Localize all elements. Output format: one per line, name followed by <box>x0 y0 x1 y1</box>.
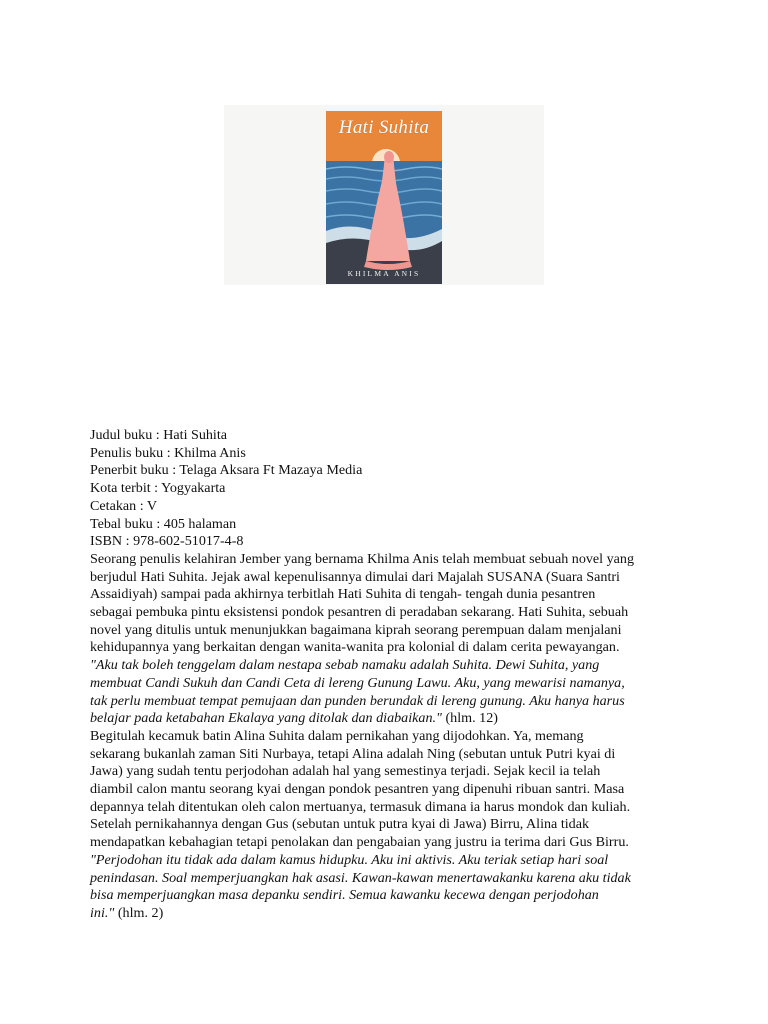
paragraph-line: Seorang penulis kelahiran Jember yang bernama Khilma Anis telah membuat sebuah novel yang <box>90 550 635 567</box>
paragraph-line: Setelah pernikahannya dengan Gus (sebutan untuk putra kyai di Jawa) Birru, Alina tidak <box>90 816 590 833</box>
paragraph-line: mendapatkan kebahagian tetapi penolakan dan pengabaian yang justru ia terima dari Gus Birru. <box>90 834 629 851</box>
meta-edition: Cetakan : V <box>90 497 158 514</box>
meta-author: Penulis buku : Khilma Anis <box>90 444 246 461</box>
paragraph-line: sebagai pembuka pintu eksistensi pondok pesantren di peradaban sekarang. Hati Suhita, sebuah <box>90 604 629 621</box>
paragraph-intro <box>90 551 680 657</box>
cover-image-area <box>224 105 544 285</box>
quote-line: "Aku tak boleh tenggelam dalam nestapa sebab namaku adalah Suhita. Dewi Suhita, yang <box>90 657 600 674</box>
meta-title: Judul buku : Hati Suhita <box>90 427 228 443</box>
paragraph-story <box>90 728 680 852</box>
paragraph-line: Jawa) yang sudah tentu perjodohan adalah hal yang semestinya terjadi. Sejak kecil ia telah <box>90 763 601 780</box>
quote-perjodohan <box>90 852 680 923</box>
paragraph-line: depannya telah ditentukan oleh calon mertuanya, termasuk dimana ia harus mondok dan kuliah. <box>90 798 631 815</box>
paragraph-line: berjudul Hati Suhita. Jejak awal kepenulisannya dimulai dari Majalah SUSANA (Suara Santri <box>90 568 620 585</box>
quote-line: penindasan. Soal memperjuangkan hak asasi. Kawan-kawan menertawakanku karena aku tidak <box>90 869 631 886</box>
review-text <box>90 427 680 923</box>
paragraph-line: Assaidiyah) sampai pada akhirnya terbitlah Hati Suhita di tengah- tengah dunia pesantren <box>90 586 596 603</box>
quote-line: membuat Candi Sukuh dan Candi Ceta di lereng Gunung Lawu. Aku, yang mewarisi namanya, <box>90 674 625 691</box>
quote-line-last <box>90 905 680 923</box>
meta-isbn: ISBN : 978-602-51017-4-8 <box>90 533 244 550</box>
page-reference: (hlm. 2) <box>114 904 164 921</box>
quote-line: bisa memperjuangkan masa depanku sendiri. Semua kawanku kecewa dengan perjodohan <box>90 887 599 904</box>
meta-publisher: Penerbit buku : Telaga Aksara Ft Mazaya Media <box>90 462 363 479</box>
cover-author: KHILMA ANIS <box>347 269 421 278</box>
paragraph-line: kehidupannya yang berkaitan dengan wanita-wanita pra kolonial di dalam cerita pewayangan. <box>90 639 620 656</box>
paragraph-line: Begitulah kecamuk batin Alina Suhita dalam pernikahan yang dijodohkan. Ya, memang <box>90 727 584 744</box>
quote-text: ini." <box>90 904 115 921</box>
meta-city: Kota terbit : Yogyakarta <box>90 480 226 497</box>
quote-suhita <box>90 657 680 728</box>
paragraph-line: diambil calon mantu seorang kyai dengan pondok pesantren yang dipenuhi ribuan santri. Masa <box>90 781 625 798</box>
quote-line: "Perjodohan itu tidak ada dalam kamus hidupku. Aku ini aktivis. Aku teriak setiap hari soal <box>90 851 609 868</box>
quote-line: tak perlu membuat tempat pemujaan dan punden berundak di lereng gunung. Aku hanya harus <box>90 692 625 709</box>
meta-pages: Tebal buku : 405 halaman <box>90 515 237 532</box>
paragraph-line: sekarang bukanlah zaman Siti Nurbaya, tetapi Alina adalah Ning (sebutan untuk Putri kyai di <box>90 745 616 762</box>
quote-text: belajar pada ketabahan Ekalaya yang ditolak dan diabaikan." <box>90 710 442 727</box>
book-metadata <box>90 427 680 551</box>
quote-line-last <box>90 710 680 728</box>
book-cover <box>326 111 442 284</box>
page-reference: (hlm. 12) <box>441 710 498 727</box>
paragraph-line: novel yang ditulis untuk menunjukkan bagaimana kiprah seorang perempuan dalam menjalani <box>90 621 622 638</box>
cover-title: Hati Suhita <box>338 117 430 138</box>
